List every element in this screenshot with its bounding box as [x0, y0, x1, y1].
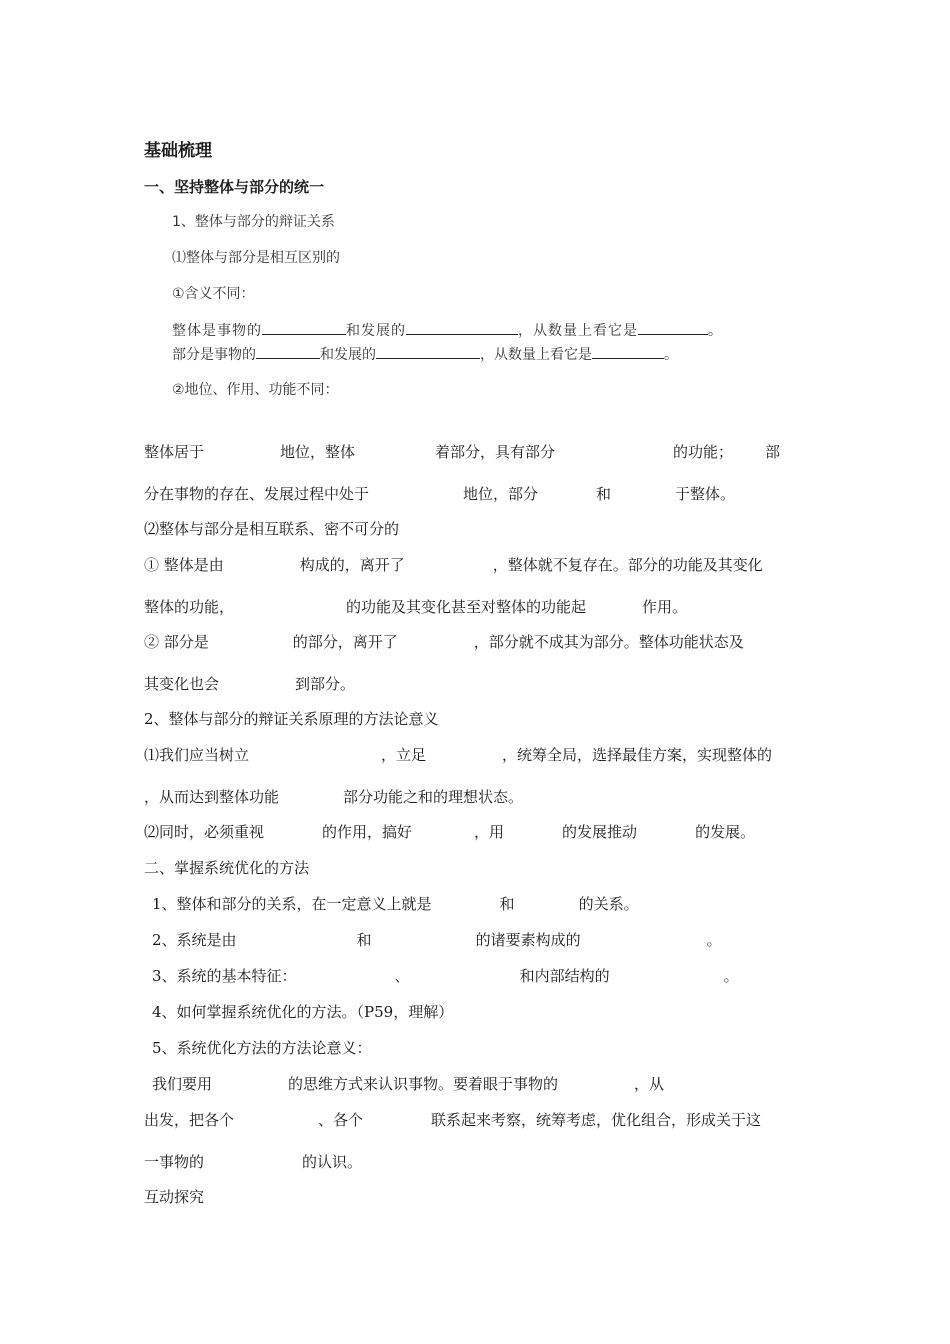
- text-fragment: 的作用，搞好: [322, 823, 413, 841]
- text-fragment: 的发展。: [695, 823, 756, 841]
- subsection-1-title: 1、整体与部分的辩证关系: [172, 214, 335, 230]
- system-item-1: [152, 894, 639, 914]
- text-fragment: 分在事物的存在、发展过程中处于: [144, 485, 370, 503]
- text-fragment: ⑵同时，必须重视: [144, 823, 265, 841]
- text-fragment: ① 整体是由: [144, 556, 224, 574]
- text-fragment: 的部分，离开了: [292, 633, 398, 651]
- text-fragment: 作用。: [642, 598, 688, 616]
- text-fragment: 整体的功能，: [144, 598, 235, 616]
- text-fragment: 和内部结构的: [519, 967, 610, 985]
- point-1a-heading: ①含义不同：: [172, 286, 255, 302]
- significance-line-3: [144, 1152, 362, 1172]
- text-fragment: 和: [356, 931, 372, 949]
- text-fragment: 和发展的: [320, 347, 376, 363]
- whole-definition-line: [172, 320, 723, 341]
- text-fragment: 的思维方式来认识事物。要着眼于事物的: [288, 1075, 559, 1093]
- text-fragment: 。: [706, 931, 722, 949]
- text-fragment: 。: [708, 323, 723, 339]
- text-fragment: 1、整体和部分的关系，在一定意义上就是: [152, 895, 432, 913]
- text-fragment: ，从: [634, 1075, 665, 1093]
- part-definition-line: [172, 344, 678, 365]
- text-fragment: 、各个: [318, 1111, 364, 1129]
- section-1-heading: 一、坚持整体与部分的统一: [144, 178, 325, 196]
- point-2-heading: ⑵整体与部分是相互联系、密不可分的: [144, 520, 400, 538]
- text-fragment: 和发展的: [346, 323, 406, 339]
- point-1-heading: ⑴整体与部分是相互区别的: [172, 250, 340, 266]
- point-2a-line-1: [144, 555, 763, 575]
- text-fragment: ，从而达到整体功能: [144, 788, 280, 806]
- significance-line-1: [152, 1074, 664, 1094]
- blank-underline: [638, 320, 708, 335]
- text-fragment: 地位，整体: [280, 443, 356, 461]
- text-fragment: 联系起来考察，统筹考虑，优化组合，形成关于这: [431, 1111, 762, 1129]
- point-2b-line-1: [144, 632, 744, 652]
- text-fragment: 一事物的: [144, 1153, 205, 1171]
- role-line-1: [144, 442, 780, 462]
- text-fragment: 部分功能之和的理想状态。: [343, 788, 524, 806]
- text-fragment: ② 部分是: [144, 633, 209, 651]
- text-fragment: 于整体。: [675, 485, 736, 503]
- method-1-line-2: [144, 787, 523, 807]
- text-fragment: 的功能及其变化甚至对整体的功能起: [346, 598, 587, 616]
- text-fragment: ⑴我们应当树立: [144, 746, 250, 764]
- section-2-heading: 二、掌握系统优化的方法: [144, 859, 310, 877]
- text-fragment: 的关系。: [578, 895, 639, 913]
- text-fragment: 的功能；: [673, 443, 734, 461]
- point-1b-heading: ②地位、作用、功能不同：: [172, 382, 339, 398]
- system-item-3: [152, 966, 739, 986]
- system-item-4: 4、如何掌握系统优化的方法。（P59，理解）: [152, 1003, 454, 1021]
- text-fragment: 部: [765, 443, 781, 461]
- method-2-line: [144, 822, 755, 842]
- text-fragment: ，从数量上看它是: [480, 347, 592, 363]
- method-1-line-1: [144, 745, 772, 765]
- blank-underline: [592, 344, 664, 359]
- text-fragment: ，统筹全局，选择最佳方案，实现整体的: [502, 746, 773, 764]
- text-fragment: 其变化也会: [144, 675, 220, 693]
- text-fragment: 3、系统的基本特征：: [152, 967, 297, 985]
- text-fragment: 的认识。: [302, 1153, 363, 1171]
- text-fragment: 出发，把各个: [144, 1111, 235, 1129]
- text-fragment: ，从数量上看它是: [518, 323, 638, 339]
- text-fragment: 到部分。: [295, 675, 356, 693]
- text-fragment: 2、系统是由: [152, 931, 237, 949]
- blank-underline: [376, 344, 480, 359]
- point-2b-line-2: [144, 674, 355, 694]
- role-line-2: [144, 484, 735, 504]
- text-fragment: ，立足: [381, 746, 427, 764]
- blank-underline: [256, 344, 320, 359]
- text-fragment: 我们要用: [152, 1075, 213, 1093]
- text-fragment: ，整体就不复存在。部分的功能及其变化: [492, 556, 763, 574]
- page-title: 基础梳理: [144, 141, 212, 161]
- system-item-2: [152, 930, 722, 950]
- text-fragment: 整体居于: [144, 443, 205, 461]
- text-fragment: 。: [664, 347, 678, 363]
- text-fragment: 的发展推动: [562, 823, 638, 841]
- blank-underline: [262, 320, 346, 335]
- interactive-inquiry-heading: 互动探究: [144, 1188, 205, 1206]
- text-fragment: 和: [499, 895, 515, 913]
- text-fragment: 部分是事物的: [172, 347, 256, 363]
- text-fragment: 整体是事物的: [172, 323, 262, 339]
- blank-underline: [406, 320, 518, 335]
- text-fragment: 地位，部分: [463, 485, 539, 503]
- significance-line-2: [144, 1110, 761, 1130]
- text-fragment: 和: [596, 485, 612, 503]
- text-fragment: 着部分，具有部分: [435, 443, 556, 461]
- system-item-5: 5、系统优化方法的方法论意义：: [152, 1039, 372, 1057]
- text-fragment: 。: [723, 967, 739, 985]
- text-fragment: ，部分就不成其为部分。整体功能状态及: [473, 633, 744, 651]
- subsection-2-title: 2、整体与部分的辩证关系原理的方法论意义: [144, 710, 439, 728]
- point-2a-line-2: [144, 597, 687, 617]
- text-fragment: 构成的，离开了: [299, 556, 405, 574]
- text-fragment: 的诸要素构成的: [475, 931, 581, 949]
- text-fragment: ，用: [474, 823, 505, 841]
- text-fragment: 、: [394, 967, 410, 985]
